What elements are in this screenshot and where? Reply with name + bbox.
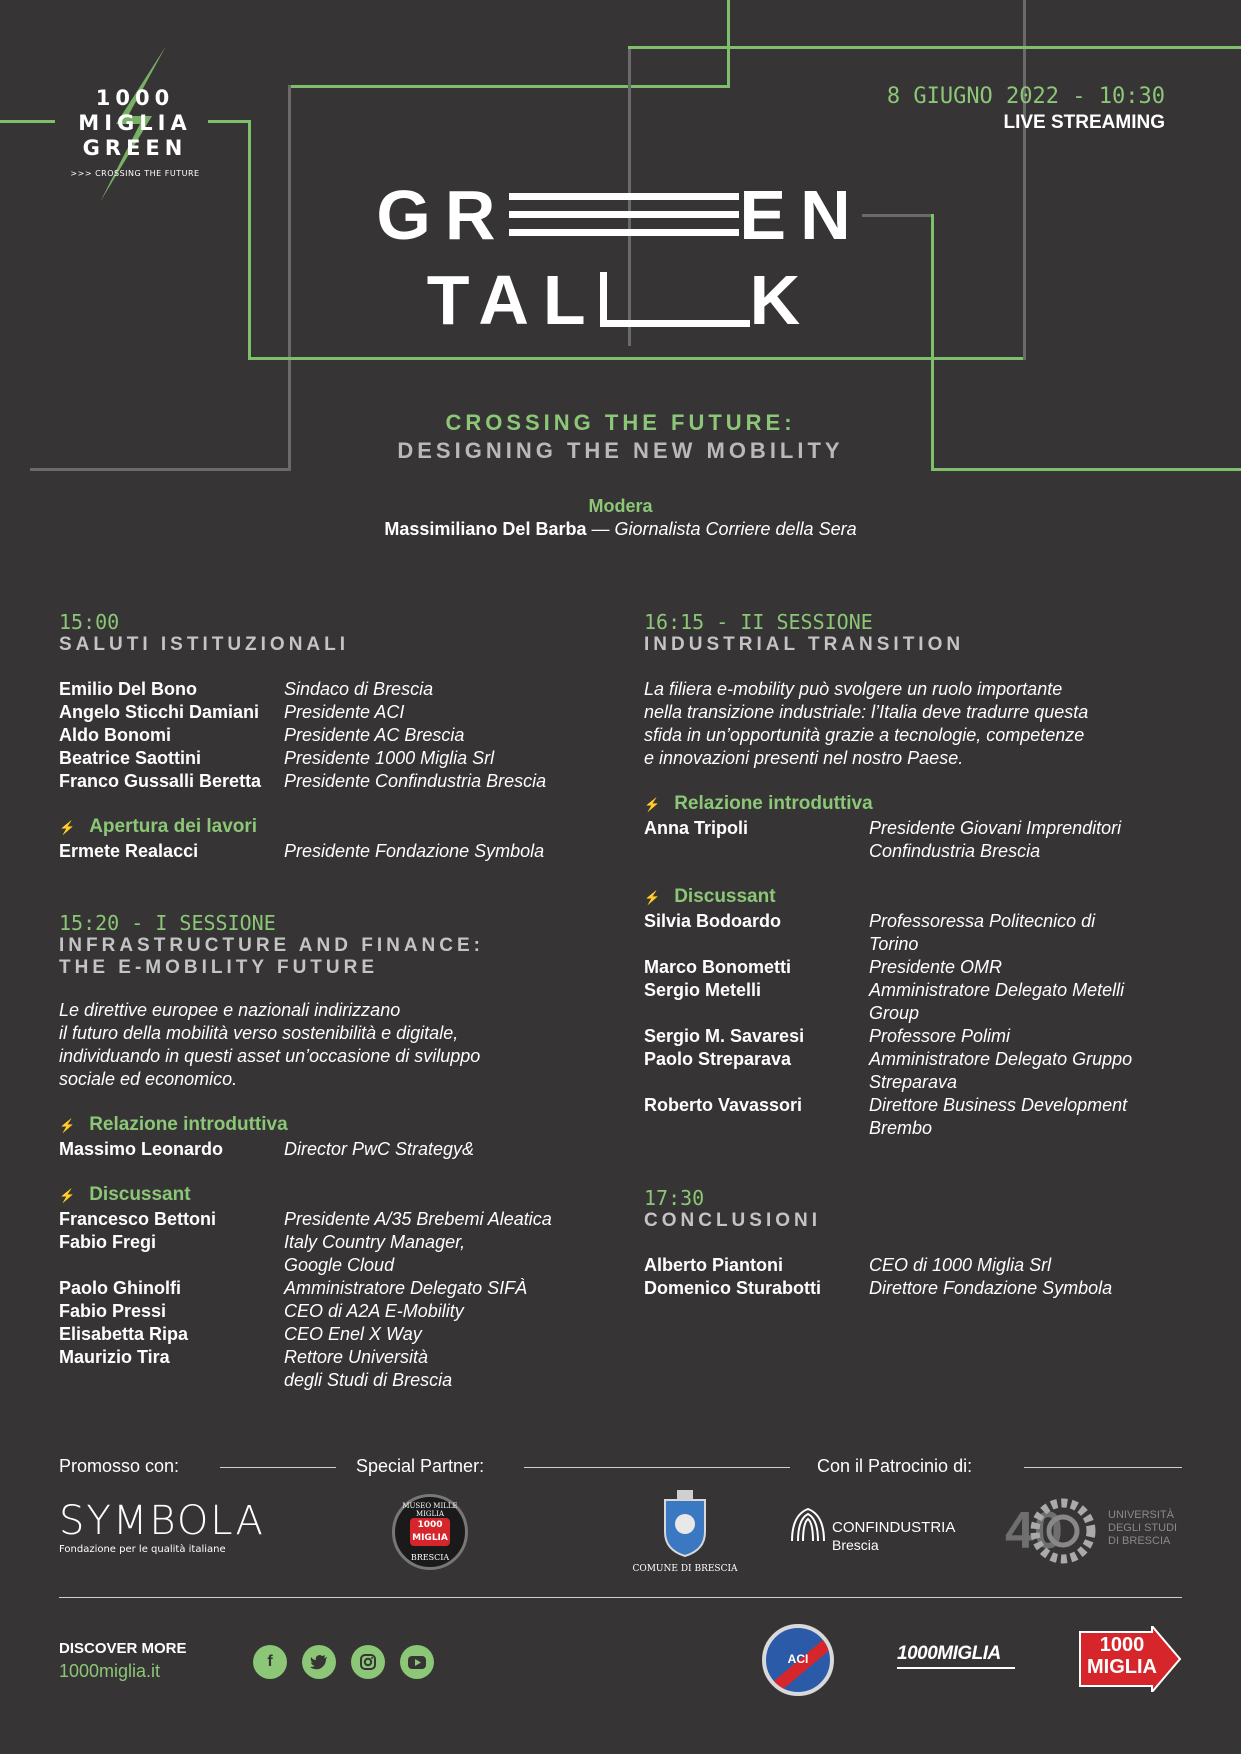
divider	[220, 1467, 336, 1468]
unibs-line: DEGLI STUDI	[1108, 1522, 1178, 1534]
speaker-list	[644, 910, 1204, 1140]
speaker-row	[59, 1346, 619, 1392]
promoted-label: Promosso con:	[59, 1456, 180, 1476]
instagram-icon[interactable]	[351, 1645, 385, 1679]
lightning-bolt-icon: ⚡	[59, 1118, 76, 1133]
social-links	[253, 1645, 434, 1679]
speaker-name: Anna Tripoli	[644, 818, 749, 838]
speaker-name: Domenico Sturabotti	[644, 1278, 822, 1298]
speaker-row	[59, 1138, 619, 1161]
mille-miglia-green-logo	[70, 86, 200, 178]
speaker-row	[644, 910, 1204, 956]
unibs-line: UNIVERSITÀ	[1108, 1509, 1175, 1521]
speaker-row	[59, 840, 619, 863]
museo-bottom: BRESCIA	[410, 1553, 450, 1562]
speaker-list	[644, 1254, 1204, 1300]
moderator-label: Modera	[588, 496, 653, 516]
title-line-green	[0, 175, 1241, 255]
right-column	[644, 610, 1204, 1300]
partner-label: Special Partner:	[356, 1456, 485, 1476]
speaker-name: Paolo Streparava	[644, 1049, 792, 1069]
frame-line	[727, 0, 730, 88]
logo-tagline: >>> CROSSING THE FUTURE	[70, 169, 200, 178]
subsection-label: Discussant	[89, 1184, 191, 1205]
speaker-role-cont: Confindustria Brescia	[869, 841, 1041, 861]
lightning-bolt-icon: ⚡	[644, 890, 661, 905]
unibs-text	[1108, 1509, 1177, 1548]
facebook-icon[interactable]: f	[253, 1645, 287, 1679]
moderator-role: Giornalista Corriere della Sera	[614, 519, 857, 539]
speaker-role-wrap	[869, 956, 1002, 979]
logo-line-2: MIGLIA	[78, 111, 192, 135]
speaker-role-wrap	[869, 1025, 1010, 1048]
left-column	[59, 610, 619, 1392]
comune-di-brescia-logo	[630, 1488, 740, 1574]
speaker-role: Direttore Fondazione Symbola	[869, 1278, 1113, 1298]
speaker-role-wrap	[869, 1277, 1112, 1300]
speaker-role: Professoressa Politecnico di	[869, 911, 1096, 931]
speaker-role: Amministratore Delegato SIFÀ	[284, 1278, 528, 1298]
title-k: K	[749, 261, 815, 339]
speaker-row	[644, 1025, 1204, 1048]
speaker-role-wrap	[284, 678, 433, 701]
frame-line	[628, 46, 1241, 49]
speaker-name: Marco Bonometti	[644, 957, 792, 977]
red-logo-text	[1082, 1634, 1162, 1678]
speaker-name: Emilio Del Bono	[59, 679, 198, 699]
speaker-row	[59, 701, 619, 724]
speaker-list	[59, 678, 619, 793]
aci-brescia-logo	[762, 1624, 834, 1696]
subtitle-line-1: CROSSING THE FUTURE:	[445, 410, 796, 435]
speaker-role-wrap	[869, 1048, 1132, 1094]
speaker-row	[59, 1323, 619, 1346]
description-line: sfida in un’opportunità grazie a tecnologie, competenze	[644, 725, 1085, 745]
speaker-role: Sindaco di Brescia	[284, 679, 434, 699]
subsection-label: Discussant	[674, 886, 776, 907]
coat-of-arms-icon	[659, 1488, 711, 1558]
speaker-role: CEO di A2A E-Mobility	[284, 1301, 464, 1321]
speaker-role: Presidente Fondazione Symbola	[284, 841, 545, 861]
session-description	[644, 678, 1204, 770]
divider	[1024, 1467, 1182, 1468]
speaker-role: CEO Enel X Way	[284, 1324, 422, 1344]
session-title: INFRASTRUCTURE AND FINANCE:	[59, 935, 484, 956]
speaker-row	[644, 1254, 1204, 1277]
symbola-wordmark: SYMBOLA	[59, 1498, 265, 1544]
subsection-label: Apertura dei lavori	[89, 816, 258, 837]
speaker-role-wrap	[284, 1323, 422, 1346]
frame-line	[931, 468, 1241, 471]
speaker-name: Paolo Ghinolfi	[59, 1278, 181, 1298]
title-en: EN	[739, 176, 865, 254]
speaker-role: Presidente Giovani Imprenditori	[869, 818, 1122, 838]
speaker-name: Alberto Piantoni	[644, 1255, 783, 1275]
session-title: CONCLUSIONI	[644, 1210, 821, 1231]
frame-line	[30, 468, 291, 471]
comune-label: COMUNE DI BRESCIA	[632, 1564, 738, 1574]
description-line: La filiera e-mobility può svolgere un ruolo importante	[644, 679, 1063, 699]
speaker-name: Ermete Realacci	[59, 841, 199, 861]
frame-line	[208, 120, 250, 123]
subsection-label: Relazione introduttiva	[89, 1114, 288, 1135]
speaker-row	[644, 956, 1204, 979]
speaker-name: Fabio Fregi	[59, 1232, 157, 1252]
lightning-bolt-icon: ⚡	[644, 797, 661, 812]
divider	[524, 1467, 790, 1468]
museo-mille-miglia-logo	[392, 1494, 468, 1570]
moderator-line	[0, 519, 1241, 540]
speaker-row	[59, 1300, 619, 1323]
subsection-heading	[644, 885, 1204, 910]
speaker-role-wrap	[869, 1254, 1051, 1277]
live-streaming-label: LIVE STREAMING	[1003, 112, 1165, 133]
speaker-role: Amministratore Delegato Metelli	[869, 980, 1125, 1000]
session-title: THE E-MOBILITY FUTURE	[59, 957, 379, 978]
speaker-row	[59, 770, 619, 793]
gear-icon	[1029, 1487, 1097, 1575]
speaker-row	[644, 1048, 1204, 1094]
frame-line	[288, 85, 730, 88]
confindustria-icon	[788, 1505, 828, 1543]
title-ee-stripes	[509, 187, 739, 245]
patronage-label: Con il Patrocinio di:	[817, 1456, 973, 1476]
speaker-name: Massimo Leonardo	[59, 1139, 224, 1159]
speaker-role-wrap	[284, 1300, 464, 1323]
universita-brescia-logo	[1005, 1485, 1185, 1577]
speaker-role-wrap	[284, 1346, 452, 1392]
speaker-list	[59, 1208, 619, 1392]
description-line: e innovazioni presenti nel nostro Paese.	[644, 748, 964, 768]
wordmark-underline	[897, 1667, 1015, 1669]
museo-top: MUSEO MILLE MIGLIA	[402, 1502, 458, 1518]
speaker-row	[59, 1208, 619, 1231]
session-title: SALUTI ISTITUZIONALI	[59, 634, 350, 655]
website-link[interactable]: 1000miglia.it	[59, 1661, 161, 1681]
session-time: 15:00	[59, 610, 120, 634]
logo-line-3: GREEN	[82, 136, 188, 160]
twitter-icon[interactable]	[302, 1645, 336, 1679]
speaker-role-cont: Brembo	[869, 1118, 933, 1138]
footer-divider	[59, 1597, 1182, 1598]
title-l-bar	[600, 272, 750, 330]
speaker-name: Roberto Vavassori	[644, 1095, 803, 1115]
speaker-role: Presidente 1000 Miglia Srl	[284, 748, 495, 768]
speaker-role: Italy Country Manager,	[284, 1232, 466, 1252]
speaker-name: Sergio Metelli	[644, 980, 762, 1000]
subsection-heading	[59, 1113, 619, 1138]
speaker-row	[644, 979, 1204, 1025]
speaker-role: Presidente OMR	[869, 957, 1003, 977]
1000-miglia-wordmark: 1000MIGLIA	[897, 1643, 1001, 1664]
speaker-name: Franco Gussalli Beretta	[59, 771, 262, 791]
lightning-bolt-icon: ⚡	[59, 1188, 76, 1203]
speaker-role-cont: Streparava	[869, 1072, 958, 1092]
confindustria-name: CONFINDUSTRIA	[832, 1519, 956, 1536]
frame-line	[248, 357, 1026, 360]
speaker-name: Maurizio Tira	[59, 1347, 170, 1367]
youtube-icon[interactable]	[400, 1645, 434, 1679]
speaker-name: Sergio M. Savaresi	[644, 1026, 805, 1046]
speaker-role-wrap	[284, 701, 404, 724]
speaker-role: Presidente Confindustria Brescia	[284, 771, 547, 791]
speaker-name: Beatrice Saottini	[59, 748, 202, 768]
symbola-logo	[59, 1498, 265, 1555]
speaker-name: Fabio Pressi	[59, 1301, 167, 1321]
event-date: 8 GIUGNO 2022 - 10:30	[886, 84, 1165, 109]
speaker-role-wrap	[284, 747, 494, 770]
speaker-role-wrap	[284, 770, 546, 793]
moderator-sep: —	[586, 519, 615, 539]
red-logo-line: MIGLIA	[1087, 1656, 1157, 1678]
speaker-role-cont: degli Studi di Brescia	[284, 1370, 453, 1390]
title-tal: TAL	[426, 261, 600, 339]
frame-line	[0, 120, 55, 123]
symbola-subtitle: Fondazione per le qualità italiane	[59, 1544, 226, 1555]
description-line: individuando in questi asset un’occasione di sviluppo	[59, 1046, 481, 1066]
speaker-row	[644, 1094, 1204, 1140]
speaker-row	[59, 1231, 619, 1277]
moderator-name: Massimiliano Del Barba	[384, 519, 587, 539]
speaker-row	[59, 678, 619, 701]
speaker-role: Director PwC Strategy&	[284, 1139, 475, 1159]
speaker-role-wrap	[869, 910, 1095, 956]
speaker-row	[59, 747, 619, 770]
description-line: nella transizione industriale: l’Italia deve tradurre questa	[644, 702, 1089, 722]
session-description	[59, 999, 619, 1091]
speaker-name: Angelo Sticchi Damiani	[59, 702, 260, 722]
speaker-role: Presidente ACI	[284, 702, 405, 722]
speaker-role-wrap	[284, 724, 464, 747]
lightning-bolt-icon: ⚡	[59, 820, 76, 835]
speaker-row	[59, 724, 619, 747]
subsection-heading	[59, 815, 619, 840]
description-line: Le direttive europee e nazionali indirizzano	[59, 1000, 401, 1020]
museo-mid2: MIGLIA	[412, 1533, 448, 1543]
speaker-role-wrap	[869, 1094, 1127, 1140]
title-line-talk	[0, 260, 1241, 340]
unibs-line: DI BRESCIA	[1108, 1535, 1171, 1547]
subtitle-line-2: DESIGNING THE NEW MOBILITY	[397, 438, 844, 463]
subsection-heading	[644, 792, 1204, 817]
speaker-role-wrap	[284, 1231, 465, 1277]
description-line: sociale ed economico.	[59, 1069, 238, 1089]
speaker-name: Francesco Bettoni	[59, 1209, 217, 1229]
speaker-role-wrap	[284, 1208, 552, 1231]
speaker-name: Aldo Bonomi	[59, 725, 171, 745]
speaker-role-cont: Group	[869, 1003, 920, 1023]
red-logo-line: 1000	[1099, 1634, 1145, 1656]
museo-center	[410, 1518, 450, 1546]
description-line: il futuro della mobilità verso sostenibilità e digitale,	[59, 1023, 459, 1043]
subsection-heading	[59, 1183, 619, 1208]
speaker-role: Presidente A/35 Brebemi Aleatica	[284, 1209, 552, 1229]
speaker-role: Presidente AC Brescia	[284, 725, 465, 745]
logo-line-1: 1000	[95, 86, 175, 110]
subsection-label: Relazione introduttiva	[674, 793, 873, 814]
unibs-number: 40	[1005, 1502, 1063, 1560]
speaker-row	[644, 817, 1204, 863]
session-time: 17:30	[644, 1186, 705, 1210]
aci-letters: ACI	[787, 1652, 809, 1666]
discover-more-label: DISCOVER MORE	[59, 1640, 187, 1657]
speaker-role: Direttore Business Development	[869, 1095, 1128, 1115]
speaker-role-wrap	[284, 1277, 527, 1300]
speaker-name: Elisabetta Ripa	[59, 1324, 189, 1344]
speaker-role: CEO di 1000 Miglia Srl	[869, 1255, 1052, 1275]
speaker-role-cont: Google Cloud	[284, 1255, 395, 1275]
session-time: 16:15 - II SESSIONE	[644, 610, 873, 634]
title-gr: GR	[376, 176, 510, 254]
museo-mid1: 1000	[417, 1520, 443, 1530]
1000-miglia-red-logo	[1078, 1626, 1182, 1692]
speaker-row	[59, 1277, 619, 1300]
speaker-role: Rettore Università	[284, 1347, 429, 1367]
speaker-name: Silvia Bodoardo	[644, 911, 782, 931]
speaker-row	[644, 1277, 1204, 1300]
speaker-role: Professore Polimi	[869, 1026, 1011, 1046]
speaker-role-cont: Torino	[869, 934, 919, 954]
confindustria-city: Brescia	[832, 1537, 879, 1553]
session-time: 15:20 - I SESSIONE	[59, 911, 276, 935]
speaker-role: Amministratore Delegato Gruppo	[869, 1049, 1133, 1069]
session-title: INDUSTRIAL TRANSITION	[644, 634, 965, 655]
speaker-role-wrap	[869, 979, 1124, 1025]
